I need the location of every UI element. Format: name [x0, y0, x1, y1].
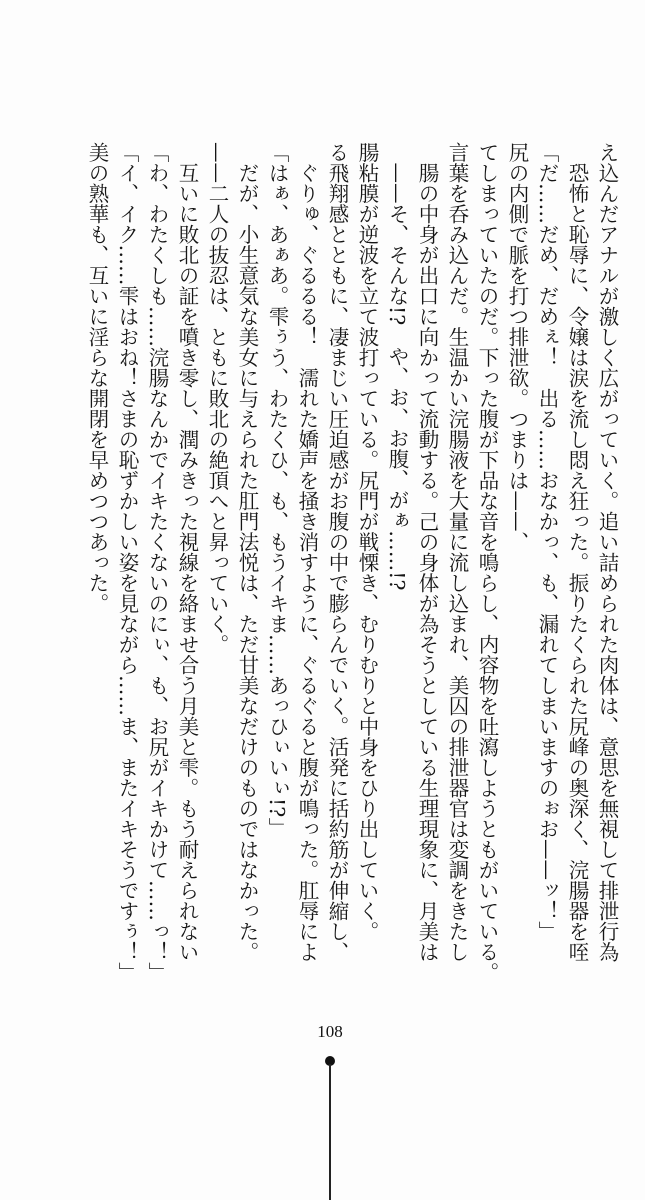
text-column: ——そ、そんな!? や、お、お腹、がぁ……!? — [385, 142, 409, 591]
text-column: 腸粘膜が逆波を立て波打っている。尻門が戦慄き、むりむりと中身をひり出していく。 — [355, 142, 379, 942]
page-number: 108 — [317, 1022, 343, 1041]
text-column: 恐怖と恥辱に、令嬢は涙を流し悶え狂った。振りたくられた尻峰の奥深く、浣腸器を咥 — [565, 142, 589, 962]
text-column: ぐりゅ、ぐるるる！ 濡れた嬌声を掻き消すように、ぐるぐると腹が鳴った。肛辱によ — [295, 142, 319, 962]
text-column: え込んだアナルが激しく広がっていく。追い詰められた肉体は、意思を無視して排泄行為 — [595, 142, 619, 962]
text-column: てしまっていたのだ。下った腹が下品な音を鳴らし、内容物を吐瀉しようともがいている。 — [475, 142, 499, 983]
text-column: る飛翔感とともに、凄まじい圧迫感がお腹の中で膨らんでいく。活発に括約筋が伸縮し、 — [325, 142, 349, 962]
footer-line-ornament — [329, 1064, 331, 1200]
text-column: ——二人の抜忍は、ともに敗北の絶頂へと昇っていく。 — [205, 142, 229, 655]
text-column: 「わ、わたくしも……浣腸なんかでイキたくないのにぃ、も、お尻がイキかけて……っ！」 — [145, 142, 169, 983]
text-column: 美の熟華も、互いに淫らな開閉を早めつつあった。 — [85, 142, 109, 614]
text-column: 「イ、イク……雫はおね！さまの恥ずかしい姿を見ながら……ま、またイキそうですぅ！」 — [115, 142, 139, 983]
text-column: 「はぁ、あぁあ。雫ぅう、わたくひ、も、もうイキま……あっひぃいぃ!?」 — [265, 142, 289, 838]
text-column: だが、小生意気な美女に与えられた肛門法悦は、ただ甘美なだけのものではなかった。 — [235, 142, 259, 962]
text-column: 言葉を呑み込んだ。生温かい浣腸液を大量に流し込まれ、美囚の排泄器官は変調をきたし — [445, 142, 469, 962]
text-column: 「だ……だめ、だめぇ！ 出る……おなかっ、も、漏れてしまいますのぉお——ッ！」 — [535, 142, 559, 942]
text-column: 尻の内側で脈を打つ排泄欲。つまりは——、 — [505, 142, 529, 552]
body-text — [82, 142, 622, 982]
text-column: 互いに敗北の証を噴き零し、潤みきった視線を絡ませ合う月美と雫。もう耐えられない — [175, 142, 199, 962]
text-column: 腸の中身が出口に向かって流動する。己の身体が為そうとしている生理現象に、月美は — [415, 142, 439, 962]
